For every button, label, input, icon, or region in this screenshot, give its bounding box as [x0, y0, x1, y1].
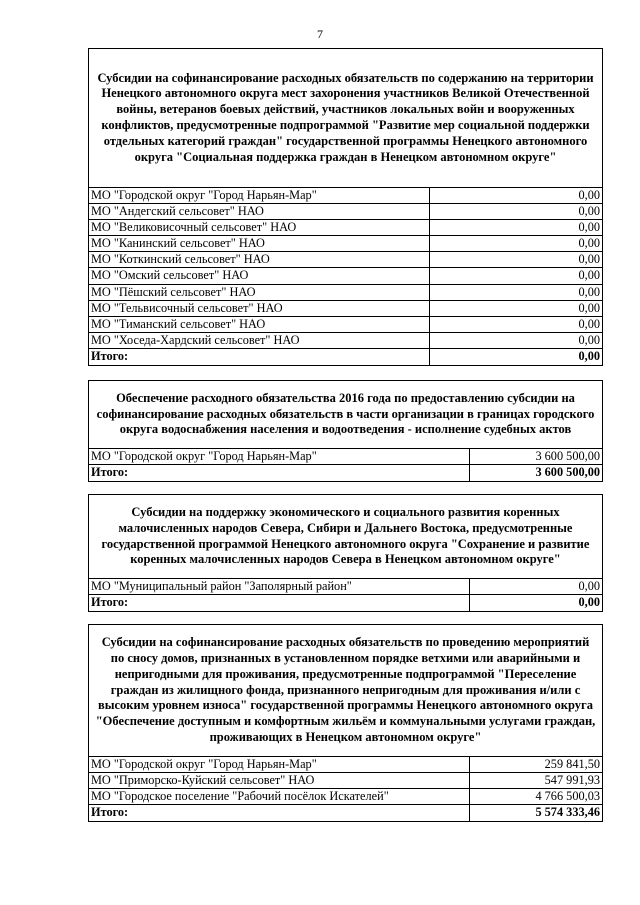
table-row [89, 449, 602, 465]
amount: 547 991,93 [469, 773, 602, 788]
amount: 0,00 [429, 317, 602, 332]
section-title [89, 495, 602, 579]
total-row [89, 349, 602, 365]
municipality-name: МО "Городской округ "Город Нарьян-Мар" [91, 188, 317, 202]
municipality-name: МО "Городское поселение "Рабочий посёлок Искателей" [91, 789, 389, 804]
total-amount: 5 574 333,46 [469, 805, 602, 821]
title-line: Ненецкого автономного округа мест захоронения участников Великой Отечественной [101, 86, 590, 101]
table-row [89, 333, 602, 349]
municipality-name: МО "Хоседа-Хардский сельсовет" НАО [91, 332, 300, 347]
amount: 0,00 [429, 285, 602, 300]
section-title [89, 625, 602, 757]
amount: 0,00 [429, 268, 602, 283]
title-line: округа водоснабжения населения и водоотведения - исполнение судебных актов [119, 422, 572, 437]
title-line: Субсидии на поддержку экономического и социального развития коренных [131, 504, 560, 519]
amount: 0,00 [429, 188, 602, 203]
amount: 0,00 [429, 236, 602, 251]
municipality-name: МО "Тельвисочный сельсовет" НАО [91, 300, 283, 315]
table-row [89, 204, 602, 220]
amount: 0,00 [429, 252, 602, 267]
title-line: государственной программой Ненецкого автономного округа "Сохранение и развитие [101, 536, 590, 551]
title-line: Субсидии на софинансирование расходных обязательств по проведению мероприятий [101, 635, 590, 650]
title-line: Субсидии на софинансирование расходных обязательств по содержанию на территории [97, 70, 594, 85]
total-label: Итого: [91, 805, 129, 820]
table-row [89, 188, 602, 204]
municipality-name: МО "Канинский сельсовет" НАО [91, 236, 265, 251]
table-row [89, 789, 602, 805]
table-row [89, 236, 602, 252]
total-row [89, 805, 602, 821]
amount: 0,00 [429, 204, 602, 219]
section-title [89, 381, 602, 449]
amount: 0,00 [429, 333, 602, 348]
table-row [89, 757, 602, 773]
total-label: Итого: [91, 465, 129, 480]
table-row [89, 579, 602, 595]
amount: 0,00 [469, 579, 602, 594]
title-line: непригодными для проживания, предусмотренные подпрограммой "Переселение [114, 666, 577, 681]
total-amount: 0,00 [429, 349, 602, 365]
table-row [89, 301, 602, 317]
title-line: отдельных категорий граждан" государственной программы Ненецкого автономного [103, 133, 588, 148]
title-line: "Обеспечение доступным и комфортным жильём и коммунальными услугами граждан, [95, 714, 596, 729]
title-line: по сносу домов, признанных в установленном порядке ветхими или аварийными и [110, 651, 581, 665]
table-row [89, 773, 602, 789]
municipality-name: МО "Муниципальный район "Заполярный район" [91, 579, 352, 593]
municipality-name: МО "Городской округ "Город Нарьян-Мар" [91, 757, 317, 771]
total-amount: 0,00 [469, 595, 602, 611]
title-line: высоким уровнем износа" государственной программы Ненецкого автономного округа [98, 698, 593, 713]
municipality-name: МО "Великовисочный сельсовет" НАО [91, 220, 297, 235]
municipality-name: МО "Андегский сельсовет" НАО [91, 204, 264, 219]
title-line: малочисленных народов Севера, Сибири и Дальнего Востока, предусмотренные [118, 520, 573, 535]
title-line: граждан из жилищного фонда, признанного непригодным для проживания и/или с [110, 682, 581, 697]
municipality-name: МО "Приморско-Куйский сельсовет" НАО [91, 773, 315, 788]
municipality-name: МО "Тиманский сельсовет" НАО [91, 316, 266, 331]
title-line: войны, ветеранов боевых действий, участников локальных войн и вооруженных [116, 102, 575, 117]
total-row [89, 595, 602, 611]
title-line: софинансирование расходных обязательств в части организации в границах городского [96, 406, 595, 421]
amount: 4 766 500,03 [469, 789, 602, 804]
table-row [89, 317, 602, 333]
amount: 3 600 500,00 [469, 449, 602, 464]
amount: 0,00 [429, 220, 602, 235]
title-line: конфликтов, предусмотренные подпрограммой "Развитие мер социальной поддержки [101, 118, 590, 132]
total-row [89, 465, 602, 481]
amount: 0,00 [429, 301, 602, 316]
title-line: проживающих в Ненецком автономном округе" [209, 729, 482, 744]
table-row [89, 268, 602, 284]
amount: 259 841,50 [469, 757, 602, 772]
total-label: Итого: [91, 595, 129, 610]
table-row [89, 285, 602, 301]
page-number: 7 [317, 27, 323, 41]
title-line: округа "Социальная поддержка граждан в Ненецком автономном округе" [134, 149, 557, 164]
section-title [89, 49, 602, 188]
title-line: коренных малочисленных народов Севера в Ненецком автономном округе" [130, 552, 561, 567]
municipality-name: МО "Коткинский сельсовет" НАО [91, 252, 270, 267]
section-water-supply [88, 380, 603, 482]
municipality-name: МО "Пёшский сельсовет" НАО [91, 284, 256, 299]
section-indigenous-peoples [88, 494, 603, 612]
total-label: Итого: [91, 348, 129, 363]
municipality-name: МО "Омский сельсовет" НАО [91, 268, 249, 283]
municipality-name: МО "Городской округ "Город Нарьян-Мар" [91, 449, 317, 463]
title-line: Обеспечение расходного обязательства 2016 года по предоставлению субсидии на [116, 390, 575, 405]
total-amount: 3 600 500,00 [469, 465, 602, 481]
section-demolition [88, 624, 603, 822]
table-row [89, 220, 602, 236]
table-row [89, 252, 602, 268]
section-burial-sites [88, 48, 603, 366]
